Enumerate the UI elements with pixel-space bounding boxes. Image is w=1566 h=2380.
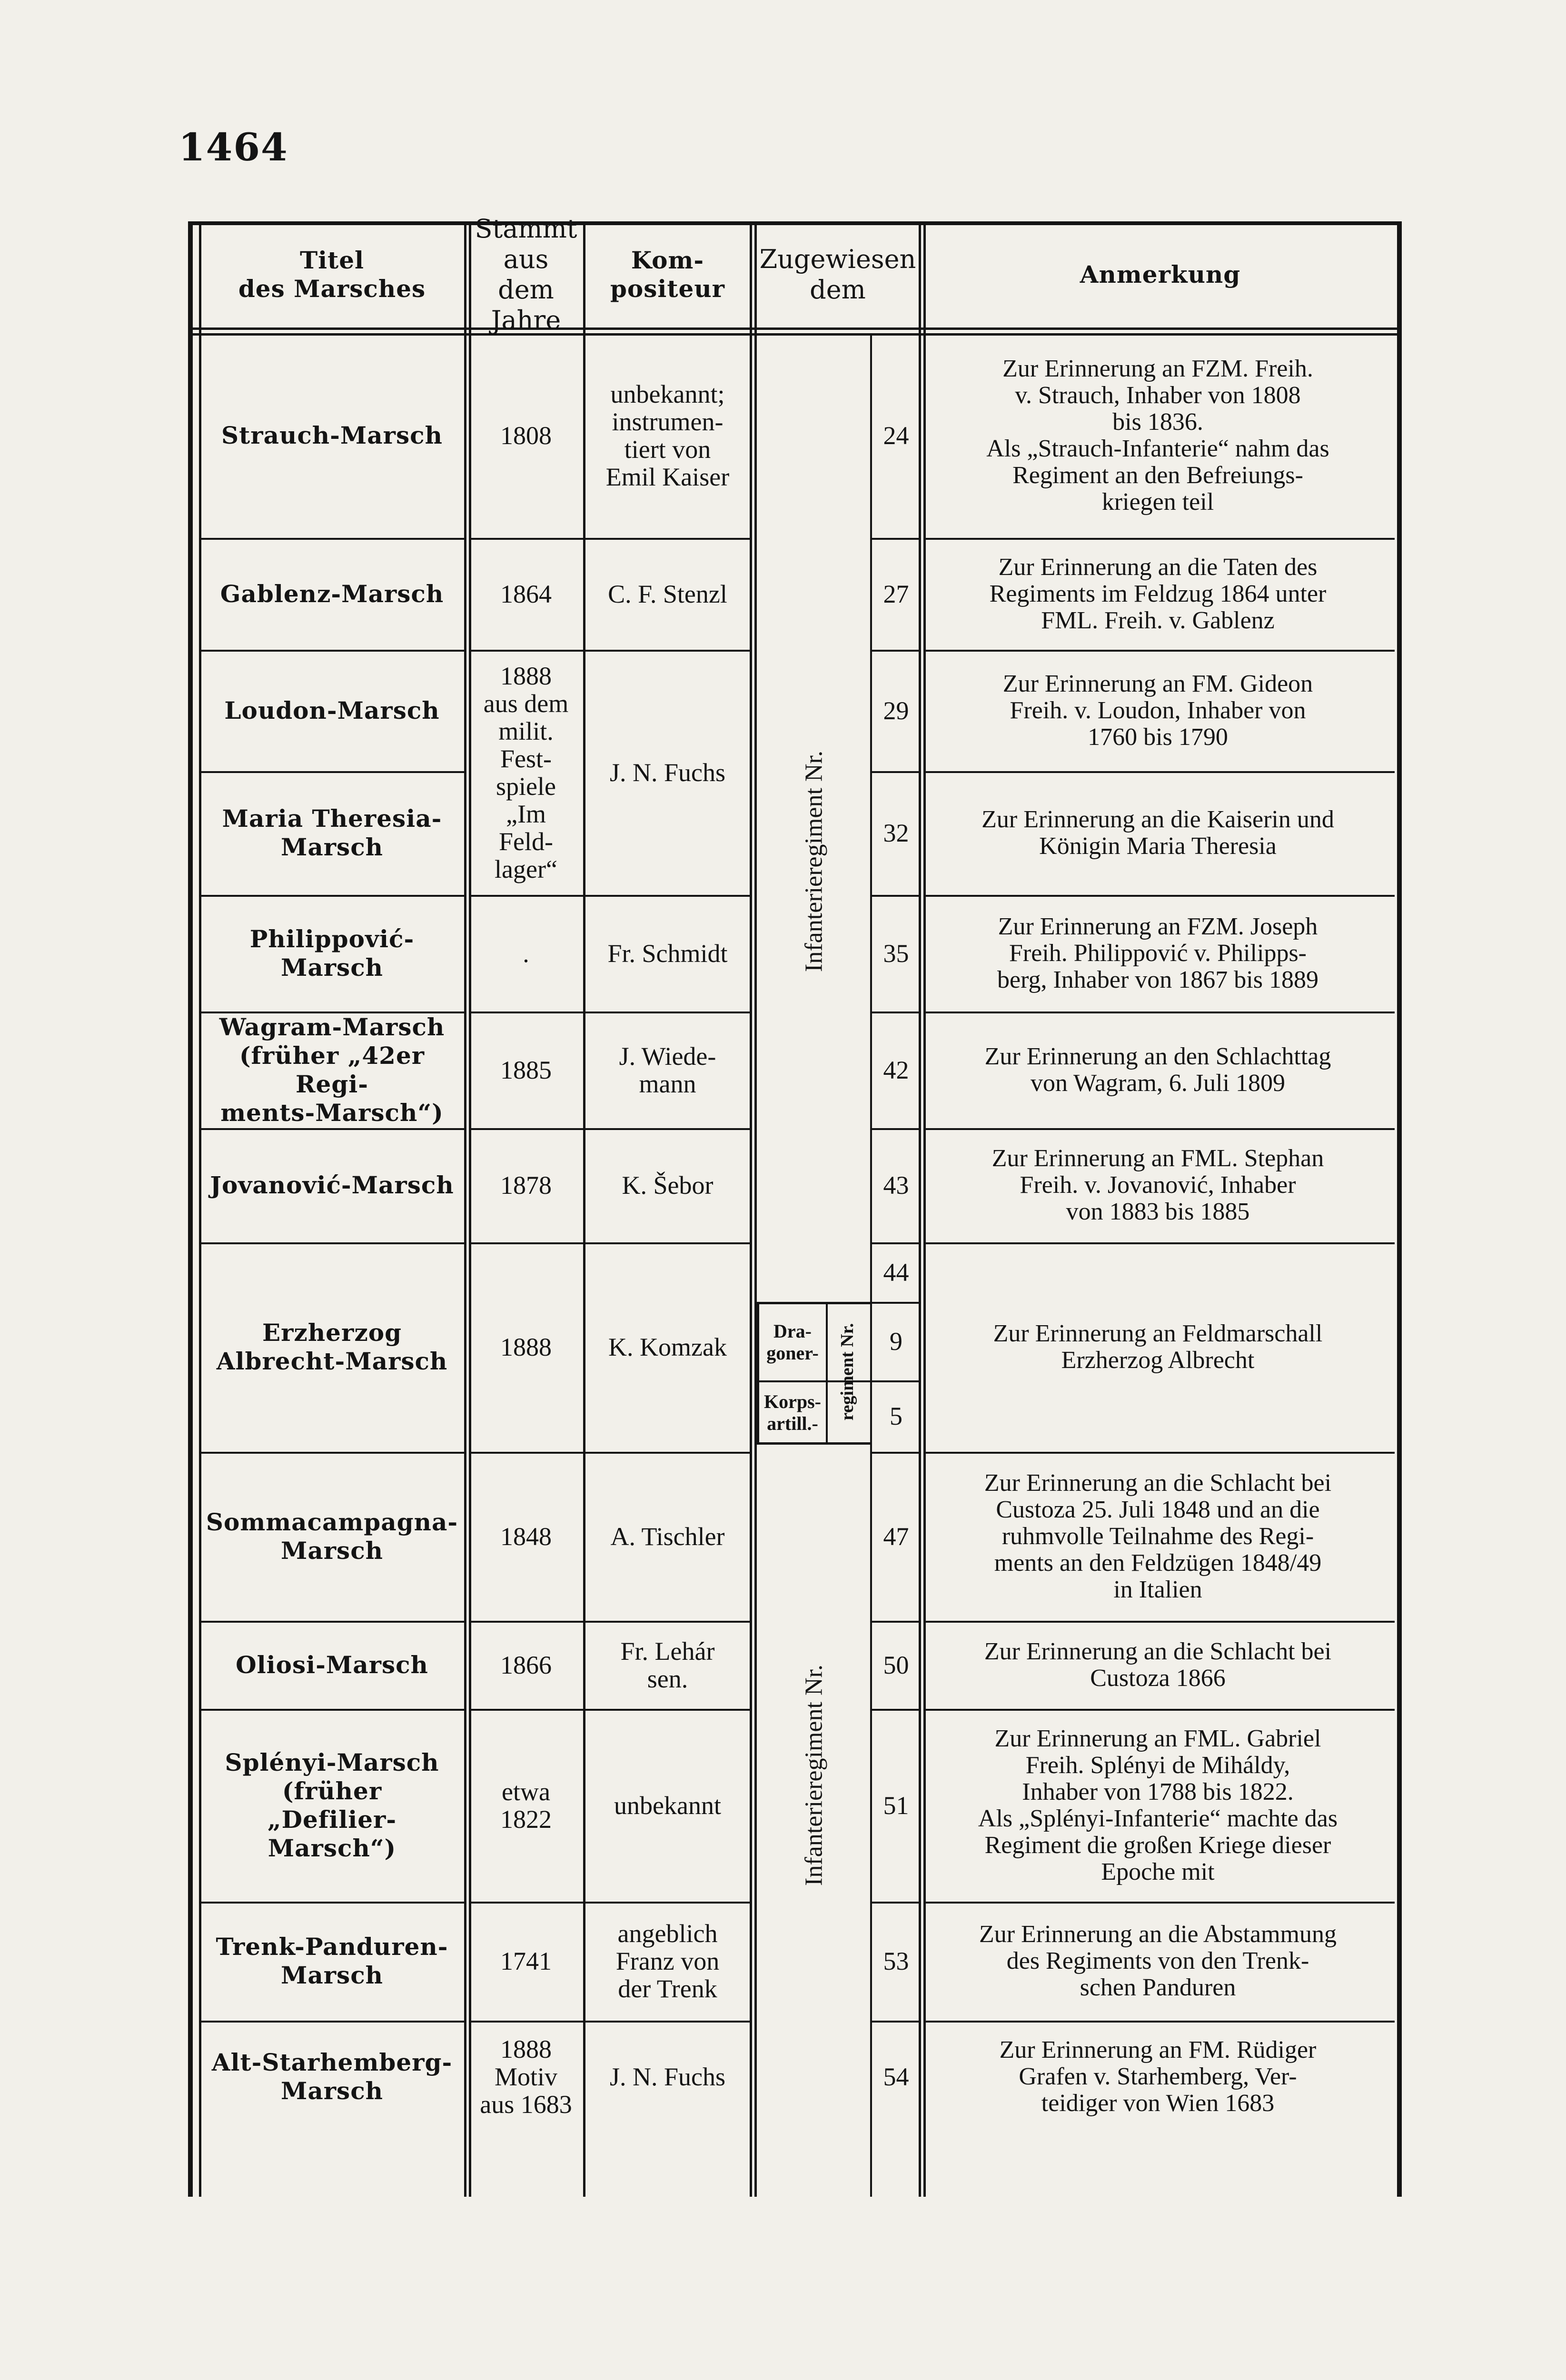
origin-year	[469, 1452, 583, 1621]
regiment-number: 51	[883, 1791, 909, 1820]
text-line: Freih. v. Loudon, Inhaber von	[1010, 696, 1306, 724]
text-line: schen Panduren	[1080, 1974, 1236, 2001]
text-line: Zur Erinnerung an die Schlacht bei	[984, 1637, 1332, 1665]
text-line: Freih. Splényi de Miháldy,	[1025, 1751, 1290, 1779]
text-line: unbekannt	[614, 1791, 721, 1820]
text-line: C. F. Stenzl	[608, 579, 727, 608]
text-line: Jahre	[491, 305, 561, 335]
header-assigned	[754, 221, 921, 327]
regiment-number: 50	[883, 1650, 909, 1679]
text-line: Fr. Schmidt	[607, 939, 728, 968]
composer	[583, 1621, 752, 1709]
text-line: Gablenz-Marsch	[220, 579, 444, 608]
remark	[921, 1902, 1395, 2021]
text-line: Albrecht-Marsch	[216, 1347, 448, 1375]
regiment-number: 24	[883, 421, 909, 450]
text-line: des Regiments von den Trenk-	[1006, 1947, 1309, 1974]
text-line: Zur Erinnerung an die Kaiserin und	[981, 806, 1334, 833]
text-line: K. Komzak	[608, 1333, 727, 1361]
text-line: Regiments im Feldzug 1864 unter	[989, 580, 1327, 607]
remark	[921, 333, 1395, 538]
regiment-number: 43	[883, 1171, 909, 1200]
text-line: Franz von	[615, 1947, 720, 1975]
text-line: Marsch	[280, 2076, 384, 2105]
text-line: Trenk-Panduren-	[216, 1933, 448, 1961]
text-line: positeur	[610, 274, 725, 303]
text-line: sen.	[647, 1664, 688, 1693]
text-line: 1885	[500, 1055, 552, 1084]
march-title	[200, 1012, 464, 1128]
text-line: Inhaber von 1788 bis 1822.	[1022, 1778, 1294, 1805]
text-line: Motiv	[494, 2062, 558, 2091]
text-line: (früher „42er Regi-	[239, 1041, 425, 1098]
text-line: (früher	[282, 1776, 382, 1805]
regiment-number: 29	[883, 696, 909, 725]
text-line: Jovanović-Marsch	[210, 1171, 454, 1199]
page-number: 1464	[178, 125, 288, 169]
regiment-number: 32	[883, 819, 909, 847]
origin-year	[469, 1902, 583, 2021]
text-line: Epoche mit	[1101, 1858, 1215, 1885]
composer	[583, 538, 752, 650]
composer	[583, 1902, 752, 2021]
text-line: Custoza 25. Juli 1848 und an die	[996, 1496, 1320, 1523]
text-line: Marsch	[280, 953, 384, 982]
infanterieregiment-label: Infanterieregiment Nr.	[800, 751, 828, 972]
text-line: 1866	[500, 1650, 552, 1679]
text-line: Marsch	[280, 1536, 384, 1565]
remark	[921, 1012, 1395, 1128]
text-line: Alt-Starhemberg-	[211, 2048, 453, 2076]
origin-year	[469, 2021, 583, 2132]
text-line: K. Šebor	[622, 1171, 714, 1200]
regiment-number: 53	[883, 1947, 909, 1975]
text-line: 1741	[500, 1947, 552, 1975]
text-line: von Wagram, 6. Juli 1809	[1030, 1069, 1286, 1097]
march-title	[200, 1709, 464, 1902]
text-line: Zur Erinnerung an Feldmarschall	[993, 1320, 1323, 1347]
text-line: J. N. Fuchs	[609, 2062, 726, 2091]
origin-year	[469, 895, 583, 1012]
composer	[583, 1128, 752, 1242]
text-line: ruhmvolle Teilnahme des Regi-	[1001, 1522, 1314, 1550]
text-line: Loudon-Marsch	[224, 696, 440, 724]
text-line: Regiment an den Befreiungs-	[1012, 462, 1303, 489]
text-line: J. Wiede-	[619, 1041, 716, 1071]
remark	[921, 2021, 1395, 2132]
text-line: Fr. Lehár	[620, 1636, 715, 1666]
text-line: unbekannt;	[610, 380, 725, 408]
text-line: Zur Erinnerung an FM. Gideon	[1002, 670, 1313, 697]
march-title	[200, 1452, 464, 1621]
remark	[921, 895, 1395, 1012]
table-rule	[826, 1302, 828, 1445]
march-title	[200, 1902, 464, 2021]
text-line: .	[523, 939, 529, 968]
text-line: angeblich	[617, 1919, 718, 1948]
remark	[921, 650, 1395, 771]
text-line: 1878	[500, 1171, 552, 1200]
header-remark: Anmerkung	[1080, 260, 1241, 288]
text-line: FML. Freih. v. Gablenz	[1041, 606, 1275, 634]
text-line: Als „Splényi-Infanterie“ machte das	[978, 1805, 1338, 1832]
text-line: in Italien	[1113, 1576, 1202, 1603]
text-line: Marsch	[280, 833, 384, 861]
origin-year	[469, 1709, 583, 1902]
march-title	[200, 771, 464, 895]
text-line: ments-Marsch“)	[220, 1098, 444, 1127]
composer-merged	[583, 650, 752, 895]
origin-year	[469, 1128, 583, 1242]
header-rule	[188, 327, 1402, 330]
text-line: ments an den Feldzügen 1848/49	[994, 1549, 1322, 1577]
text-line: J. N. Fuchs	[609, 758, 726, 787]
column-rule	[1397, 221, 1402, 2197]
text-line: Philippović-	[249, 924, 415, 953]
text-line: „Defilier-Marsch“)	[267, 1805, 397, 1862]
text-line: Zur Erinnerung an den Schlachttag	[984, 1042, 1331, 1070]
remark	[921, 1452, 1395, 1621]
text-line: A. Tischler	[610, 1522, 725, 1551]
composer	[583, 1242, 752, 1452]
origin-year	[469, 1012, 583, 1128]
text-line: Zur Erinnerung an die Schlacht bei	[984, 1469, 1332, 1497]
column-rule	[754, 221, 757, 2197]
text-line: Zur Erinnerung an die Abstammung	[979, 1921, 1337, 1948]
text-line: Kom-	[631, 246, 704, 274]
composer	[583, 2021, 752, 2132]
text-line: bis 1836.	[1112, 408, 1203, 436]
text-line: Dra-	[773, 1320, 812, 1342]
text-line: 1808	[500, 421, 552, 450]
text-line: Splényi-Marsch	[225, 1748, 439, 1776]
march-title	[200, 1128, 464, 1242]
text-line: etwa	[502, 1777, 550, 1806]
composer	[583, 1012, 752, 1128]
header-year	[469, 213, 583, 335]
infanterieregiment-label: Infanterieregiment Nr.	[800, 1665, 828, 1886]
remark	[921, 1709, 1395, 1902]
text-line: dem	[810, 274, 866, 305]
column-rule	[464, 221, 466, 2197]
text-line: des Marsches	[238, 274, 426, 303]
march-title	[200, 1621, 464, 1709]
text-line: Sommacampagna-	[206, 1507, 458, 1536]
remark	[921, 1621, 1395, 1709]
text-line: Erzherzog Albrecht	[1061, 1347, 1255, 1374]
text-line: instrumen-	[612, 407, 724, 436]
text-line: Zur Erinnerung an FM. Rüdiger	[999, 2036, 1317, 2063]
header-title	[200, 221, 464, 327]
regiment-number: 42	[883, 1055, 909, 1084]
text-line: Zur Erinnerung an die Taten des	[998, 553, 1318, 581]
march-title	[200, 1242, 464, 1452]
origin-year-merged	[469, 650, 583, 895]
text-line: 1888	[500, 2034, 552, 2063]
regiment-number: 9	[890, 1327, 902, 1356]
text-line: Zur Erinnerung an FZM. Freih.	[1002, 355, 1313, 382]
text-line: Emil Kaiser	[605, 463, 730, 491]
regiment-number: 35	[883, 939, 909, 968]
remark	[921, 771, 1395, 895]
text-line: 1864	[500, 579, 552, 608]
text-line: Zur Erinnerung an FZM. Joseph	[998, 912, 1318, 940]
march-title	[200, 895, 464, 1012]
text-line: „Im	[506, 799, 546, 828]
origin-year	[469, 538, 583, 650]
composer	[583, 895, 752, 1012]
text-line: Zugewiesen	[759, 244, 916, 274]
text-line: kriegen teil	[1101, 488, 1214, 516]
text-line: artill.-	[767, 1412, 818, 1434]
remark	[921, 1128, 1395, 1242]
text-line: milit.	[498, 716, 554, 745]
text-line: Feld-	[499, 827, 553, 856]
text-line: 1822	[500, 1805, 552, 1834]
composer	[583, 1709, 752, 1902]
text-line: Custoza 1866	[1090, 1664, 1226, 1692]
text-line: berg, Inhaber von 1867 bis 1889	[997, 966, 1318, 993]
text-line: Als „Strauch-Infanterie“ nahm das	[986, 435, 1329, 462]
text-line: von 1883 bis 1885	[1066, 1198, 1250, 1225]
regiment-number: 54	[883, 2062, 909, 2091]
text-line: der Trenk	[618, 1974, 717, 2003]
text-line: v. Strauch, Inhaber von 1808	[1015, 382, 1301, 409]
origin-year	[469, 333, 583, 538]
text-line: Zur Erinnerung an FML. Stephan	[991, 1145, 1324, 1172]
composer	[583, 333, 752, 538]
text-line: Grafen v. Starhemberg, Ver-	[1019, 2063, 1297, 2090]
text-line: Marsch	[280, 1961, 384, 1989]
regiment-number: 44	[883, 1258, 909, 1287]
text-line: tiert von	[624, 435, 711, 464]
text-line: mann	[639, 1069, 696, 1098]
text-line: Freih. v. Jovanović, Inhaber	[1020, 1171, 1296, 1199]
text-line: 1848	[500, 1522, 552, 1551]
regiment-number: 47	[883, 1522, 909, 1551]
text-line: spiele	[496, 772, 556, 801]
remark	[921, 1242, 1395, 1452]
text-line: Oliosi-Marsch	[236, 1650, 428, 1679]
text-line: Regiment die großen Kriege dieser	[984, 1831, 1331, 1859]
text-line: Freih. Philippović v. Philipps-	[1009, 939, 1307, 967]
korpsartillerie-label	[759, 1383, 826, 1442]
march-title	[200, 538, 464, 650]
text-line: Zur Erinnerung an FML. Gabriel	[994, 1725, 1321, 1752]
origin-year	[469, 1242, 583, 1452]
remark	[921, 538, 1395, 650]
text-line: Korps-	[764, 1390, 821, 1412]
regiment-nr-label: regiment Nr.	[837, 1323, 857, 1421]
text-line: aus 1683	[480, 2090, 572, 2119]
text-line: 1888	[500, 1333, 552, 1361]
regiment-number: 5	[890, 1402, 902, 1430]
march-title	[200, 2021, 464, 2132]
march-title	[200, 333, 464, 538]
text-line: Titel	[299, 246, 365, 274]
text-line: lager“	[495, 854, 557, 883]
march-title	[200, 650, 464, 771]
text-line: aus dem	[483, 689, 569, 718]
text-line: Stammt	[475, 213, 577, 244]
text-line: Fest-	[500, 744, 552, 773]
text-line: Strauch-Marsch	[221, 421, 443, 449]
regiment-number: 27	[883, 579, 909, 608]
text-line: Erzherzog	[262, 1319, 402, 1347]
origin-year	[469, 1621, 583, 1709]
text-line: Maria Theresia-	[222, 804, 442, 833]
text-line: teidiger von Wien 1683	[1041, 2089, 1275, 2117]
composer	[583, 1452, 752, 1621]
text-line: Königin Maria Theresia	[1039, 833, 1277, 860]
text-line: aus dem	[498, 244, 554, 305]
dragoner-label	[759, 1304, 826, 1380]
text-line: 1760 bis 1790	[1088, 723, 1228, 751]
text-line: Wagram-Marsch	[219, 1012, 445, 1041]
column-rule	[188, 221, 193, 2197]
row-rule	[871, 1302, 921, 1304]
header-composer	[583, 221, 752, 327]
text-line: 1888	[500, 661, 552, 690]
text-line: goner-	[766, 1342, 819, 1364]
